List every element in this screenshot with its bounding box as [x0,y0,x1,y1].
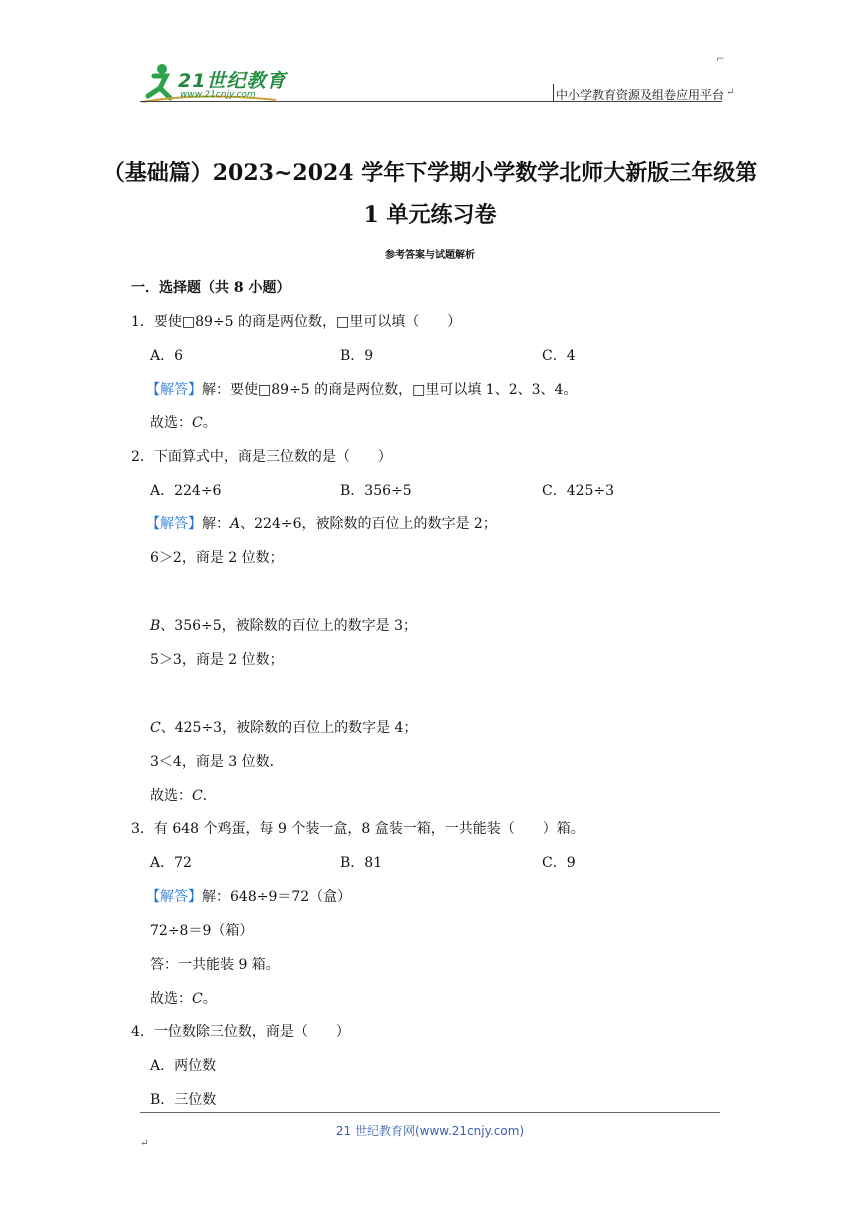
header-divider [140,101,722,102]
choice-suffix: 。 [202,991,217,1007]
question-1-solution [146,379,577,399]
section-heading: 一．选择题（共 8 小题） [131,280,291,296]
question-4-option-b: B．三位数 [150,1092,217,1108]
return-mark: ↵ [726,87,735,98]
choice-letter: C [192,991,203,1007]
solution-text: 、356÷5，被除数的百位上的数字是 3； [160,618,418,634]
return-mark: ⌐ [716,54,725,65]
question-2-solution-3 [150,615,417,635]
question-3-choice [150,988,217,1008]
question-1-option-a: A．6 [150,348,184,364]
footer-divider [140,1112,720,1113]
choice-prefix: 故选： [150,415,192,431]
question-4-stem: 4．一位数除三位数，商是（ ） [131,1024,350,1040]
question-3-solution-3: 答：一共能装 9 箱。 [150,957,280,973]
solution-text: 解：648÷9＝72（盒） [202,889,352,905]
question-2-option-c: C．425÷3 [542,483,615,499]
page-title-line2: 1 单元练习卷 [363,202,497,228]
question-1-choice [150,412,217,432]
question-3-option-c: C．9 [542,855,576,871]
solution-text: 解：要使□89÷5 的商是两位数，□里可以填 1、2、3、4。 [202,382,578,398]
choice-suffix: 。 [202,415,217,431]
logo-url: www.21cnjy.com [180,90,256,100]
platform-label: 中小学教育资源及组卷应用平台 [556,88,725,102]
answer-tag: 【解答】 [146,382,202,398]
question-2-solution-2: 6＞2，商是 2 位数； [150,550,284,566]
question-2-option-a: A．224÷6 [150,483,222,499]
header-cursor-mark [553,84,554,102]
return-mark: ↵ [140,1138,149,1149]
question-2-solution-5 [150,717,417,737]
option-letter: A [230,516,241,532]
question-2-option-b: B．356÷5 [340,483,412,499]
option-letter: B [150,618,161,634]
choice-suffix: ． [202,788,217,804]
question-4-option-a: A．两位数 [150,1058,217,1074]
logo-text: 21世纪教育 [178,70,287,92]
choice-letter: C [192,788,203,804]
answer-tag: 【解答】 [146,516,202,532]
question-3-option-b: B．81 [340,855,383,871]
question-1-stem: 1．要使□89÷5 的商是两位数，□里可以填（ ） [131,314,462,330]
footer-text: 21 世纪教育网(www.21cnjy.com) [335,1124,525,1138]
solution-text: 、224÷6，被除数的百位上的数字是 2； [240,516,497,532]
question-2-solution-1 [146,513,497,533]
question-2-choice [150,785,217,805]
question-3-solution-2: 72÷8＝9（箱） [150,923,254,939]
question-2-solution-6: 3＜4，商是 3 位数． [150,754,284,770]
question-1-option-c: C．4 [542,348,576,364]
answer-tag: 【解答】 [146,889,202,905]
choice-letter: C [192,415,203,431]
question-2-solution-4: 5＞3，商是 2 位数； [150,652,284,668]
question-3-stem: 3．有 648 个鸡蛋，每 9 个装一盒，8 盒装一箱，一共能装（ ）箱。 [131,821,585,837]
question-1-option-b: B．9 [340,348,374,364]
page-title-line1: （基础篇）2023~2024 学年下学期小学数学北师大新版三年级第 [102,160,758,186]
page-subtitle: 参考答案与试题解析 [385,250,475,261]
choice-prefix: 故选： [150,788,192,804]
solution-text: 、425÷3，被除数的百位上的数字是 4； [160,720,418,736]
option-letter: C [150,720,161,736]
solution-prefix: 解： [202,516,230,532]
question-3-option-a: A．72 [150,855,192,871]
choice-prefix: 故选： [150,991,192,1007]
question-3-solution-1 [146,886,351,906]
question-2-stem: 2．下面算式中，商是三位数的是（ ） [131,449,392,465]
